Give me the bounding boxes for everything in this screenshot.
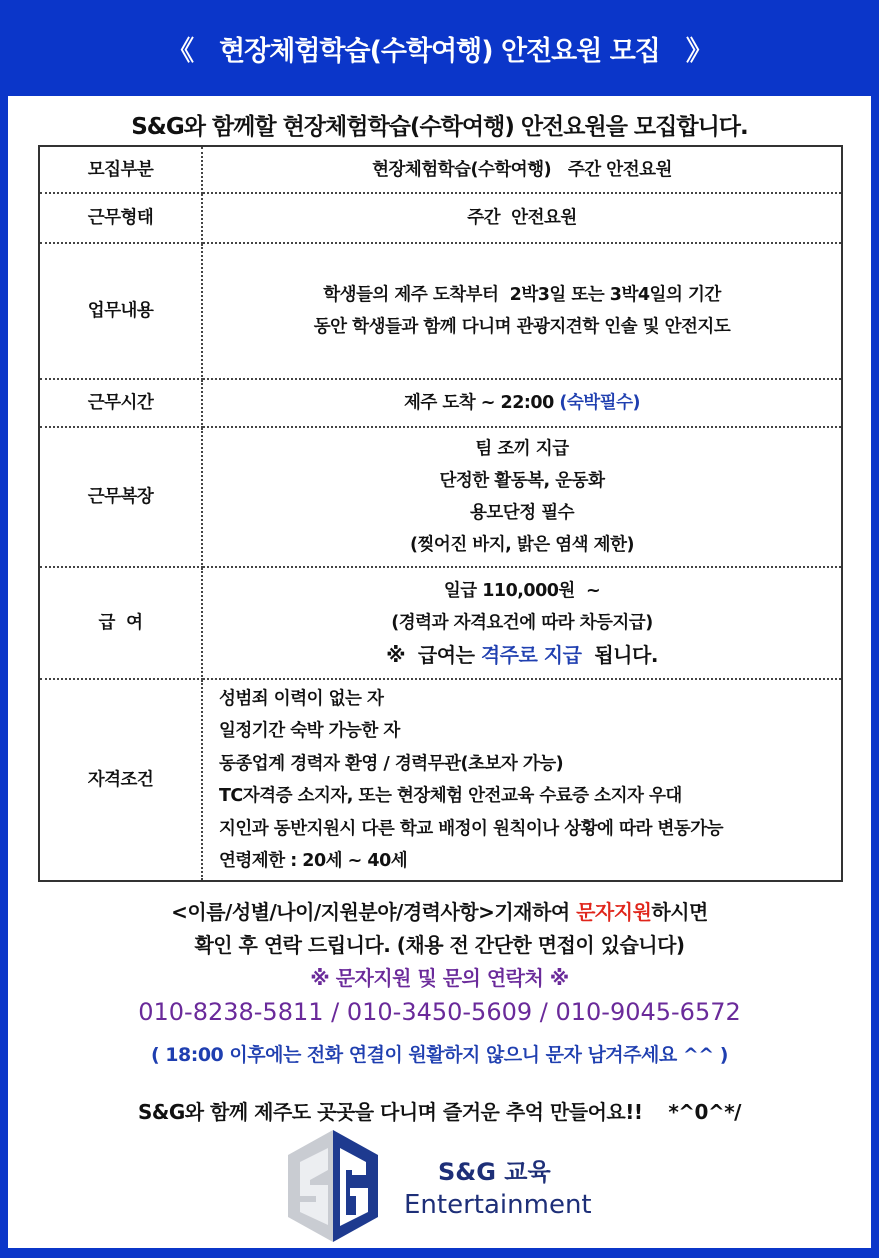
row-label: 근무시간 (39, 379, 202, 427)
value-line: 지인과 동반지원시 다른 학교 배정이 원칙이나 상황에 따라 변동가능 (219, 818, 724, 839)
row-label: 자격조건 (39, 679, 202, 881)
value-line: 일정기간 숙박 가능한 자 (219, 721, 400, 741)
logo-subtitle: Entertainment (404, 1190, 592, 1220)
value-line: 팀 조끼 지급 (475, 439, 569, 459)
value-line: TC자격증 소지자, 또는 현장체험 안전교육 수료증 소지자 우대 (219, 786, 682, 806)
table-row (39, 679, 842, 881)
sg-logo (278, 1130, 608, 1245)
table-row (39, 243, 842, 379)
apply-suffix: 하시면 (651, 900, 708, 924)
value-line: 성범죄 이력이 없는 자 (219, 688, 384, 709)
apply-instructions (8, 896, 871, 925)
value-line: 제주 도착 ~ 22:00 (404, 393, 560, 413)
value-line: (경력과 자격요건에 따라 차등지급) (391, 613, 653, 633)
contact-title: ※ 문자지원 및 문의 연락처 ※ (310, 966, 569, 990)
logo-name: S&G 교육 (438, 1158, 551, 1186)
value-line: 동안 학생들과 함께 다니며 관광지견학 인솔 및 안전지도 (313, 317, 731, 337)
value-line: 학생들의 제주 도착부터 2박3일 또는 3박4일의 기간 (323, 285, 721, 305)
row-value (202, 243, 842, 379)
row-label: 업무내용 (39, 243, 202, 379)
overnight-required: (숙박필수) (559, 393, 640, 413)
header-banner (0, 0, 879, 96)
pay-note-suffix: 됩니다. (581, 643, 658, 667)
row-value: 주간 안전요원 (202, 193, 842, 243)
row-value: 현장체험학습(수학여행) 주간 안전요원 (202, 146, 842, 193)
content-panel (8, 96, 871, 1248)
job-info-table (38, 145, 843, 882)
row-value (202, 567, 842, 679)
subtitle: S&G와 함께할 현장체험학습(수학여행) 안전요원을 모집합니다. (131, 114, 748, 140)
row-value (202, 679, 842, 881)
value-line: 일급 110,000원 ~ (443, 581, 601, 601)
pay-note (203, 639, 841, 671)
value-line: 용모단정 필수 (469, 503, 575, 523)
apply-followup: 확인 후 연락 드립니다. (채용 전 간단한 면접이 있습니다) (194, 933, 685, 957)
call-notice: ( 18:00 이후에는 전화 연결이 원활하지 않으니 문자 남겨주세요 ^^ ) (151, 1044, 728, 1066)
table-row (39, 379, 842, 427)
sms-apply-highlight: 문자지원 (576, 900, 652, 924)
page-title: 현장체험학습(수학여행) 안전요원 모집 (219, 35, 660, 67)
row-value (202, 379, 842, 427)
left-chevrons: 《 (167, 35, 194, 67)
closing-message: S&G와 함께 제주도 곳곳을 다니며 즐거운 추억 만들어요!! *^0^*/ (138, 1100, 741, 1124)
value-line: 단정한 활동복, 운동화 (439, 471, 605, 491)
value-line: (찢어진 바지, 밝은 염색 제한) (410, 535, 634, 555)
sg-emblem-icon (278, 1130, 388, 1242)
table-row (39, 193, 842, 243)
row-label: 근무형태 (39, 193, 202, 243)
row-label: 근무복장 (39, 427, 202, 567)
pay-note-prefix: ※ 급여는 (386, 643, 481, 667)
pay-note-highlight: 격주로 지급 (480, 643, 582, 667)
table-row (39, 567, 842, 679)
value-line: 연령제한 : 20세 ~ 40세 (219, 851, 408, 871)
table-row (39, 427, 842, 567)
row-label: 급 여 (39, 567, 202, 679)
row-label: 모집부분 (39, 146, 202, 193)
right-chevrons: 》 (685, 35, 712, 67)
table-row (39, 146, 842, 193)
contact-phones: 010-8238-5811 / 010-3450-5609 / 010-9045-6572 (138, 998, 741, 1026)
apply-prefix: <이름/성별/나이/지원분야/경력사항>기재하여 (171, 900, 577, 924)
value-line: 동종업계 경력자 환영 / 경력무관(초보자 가능) (219, 753, 564, 774)
row-value (202, 427, 842, 567)
